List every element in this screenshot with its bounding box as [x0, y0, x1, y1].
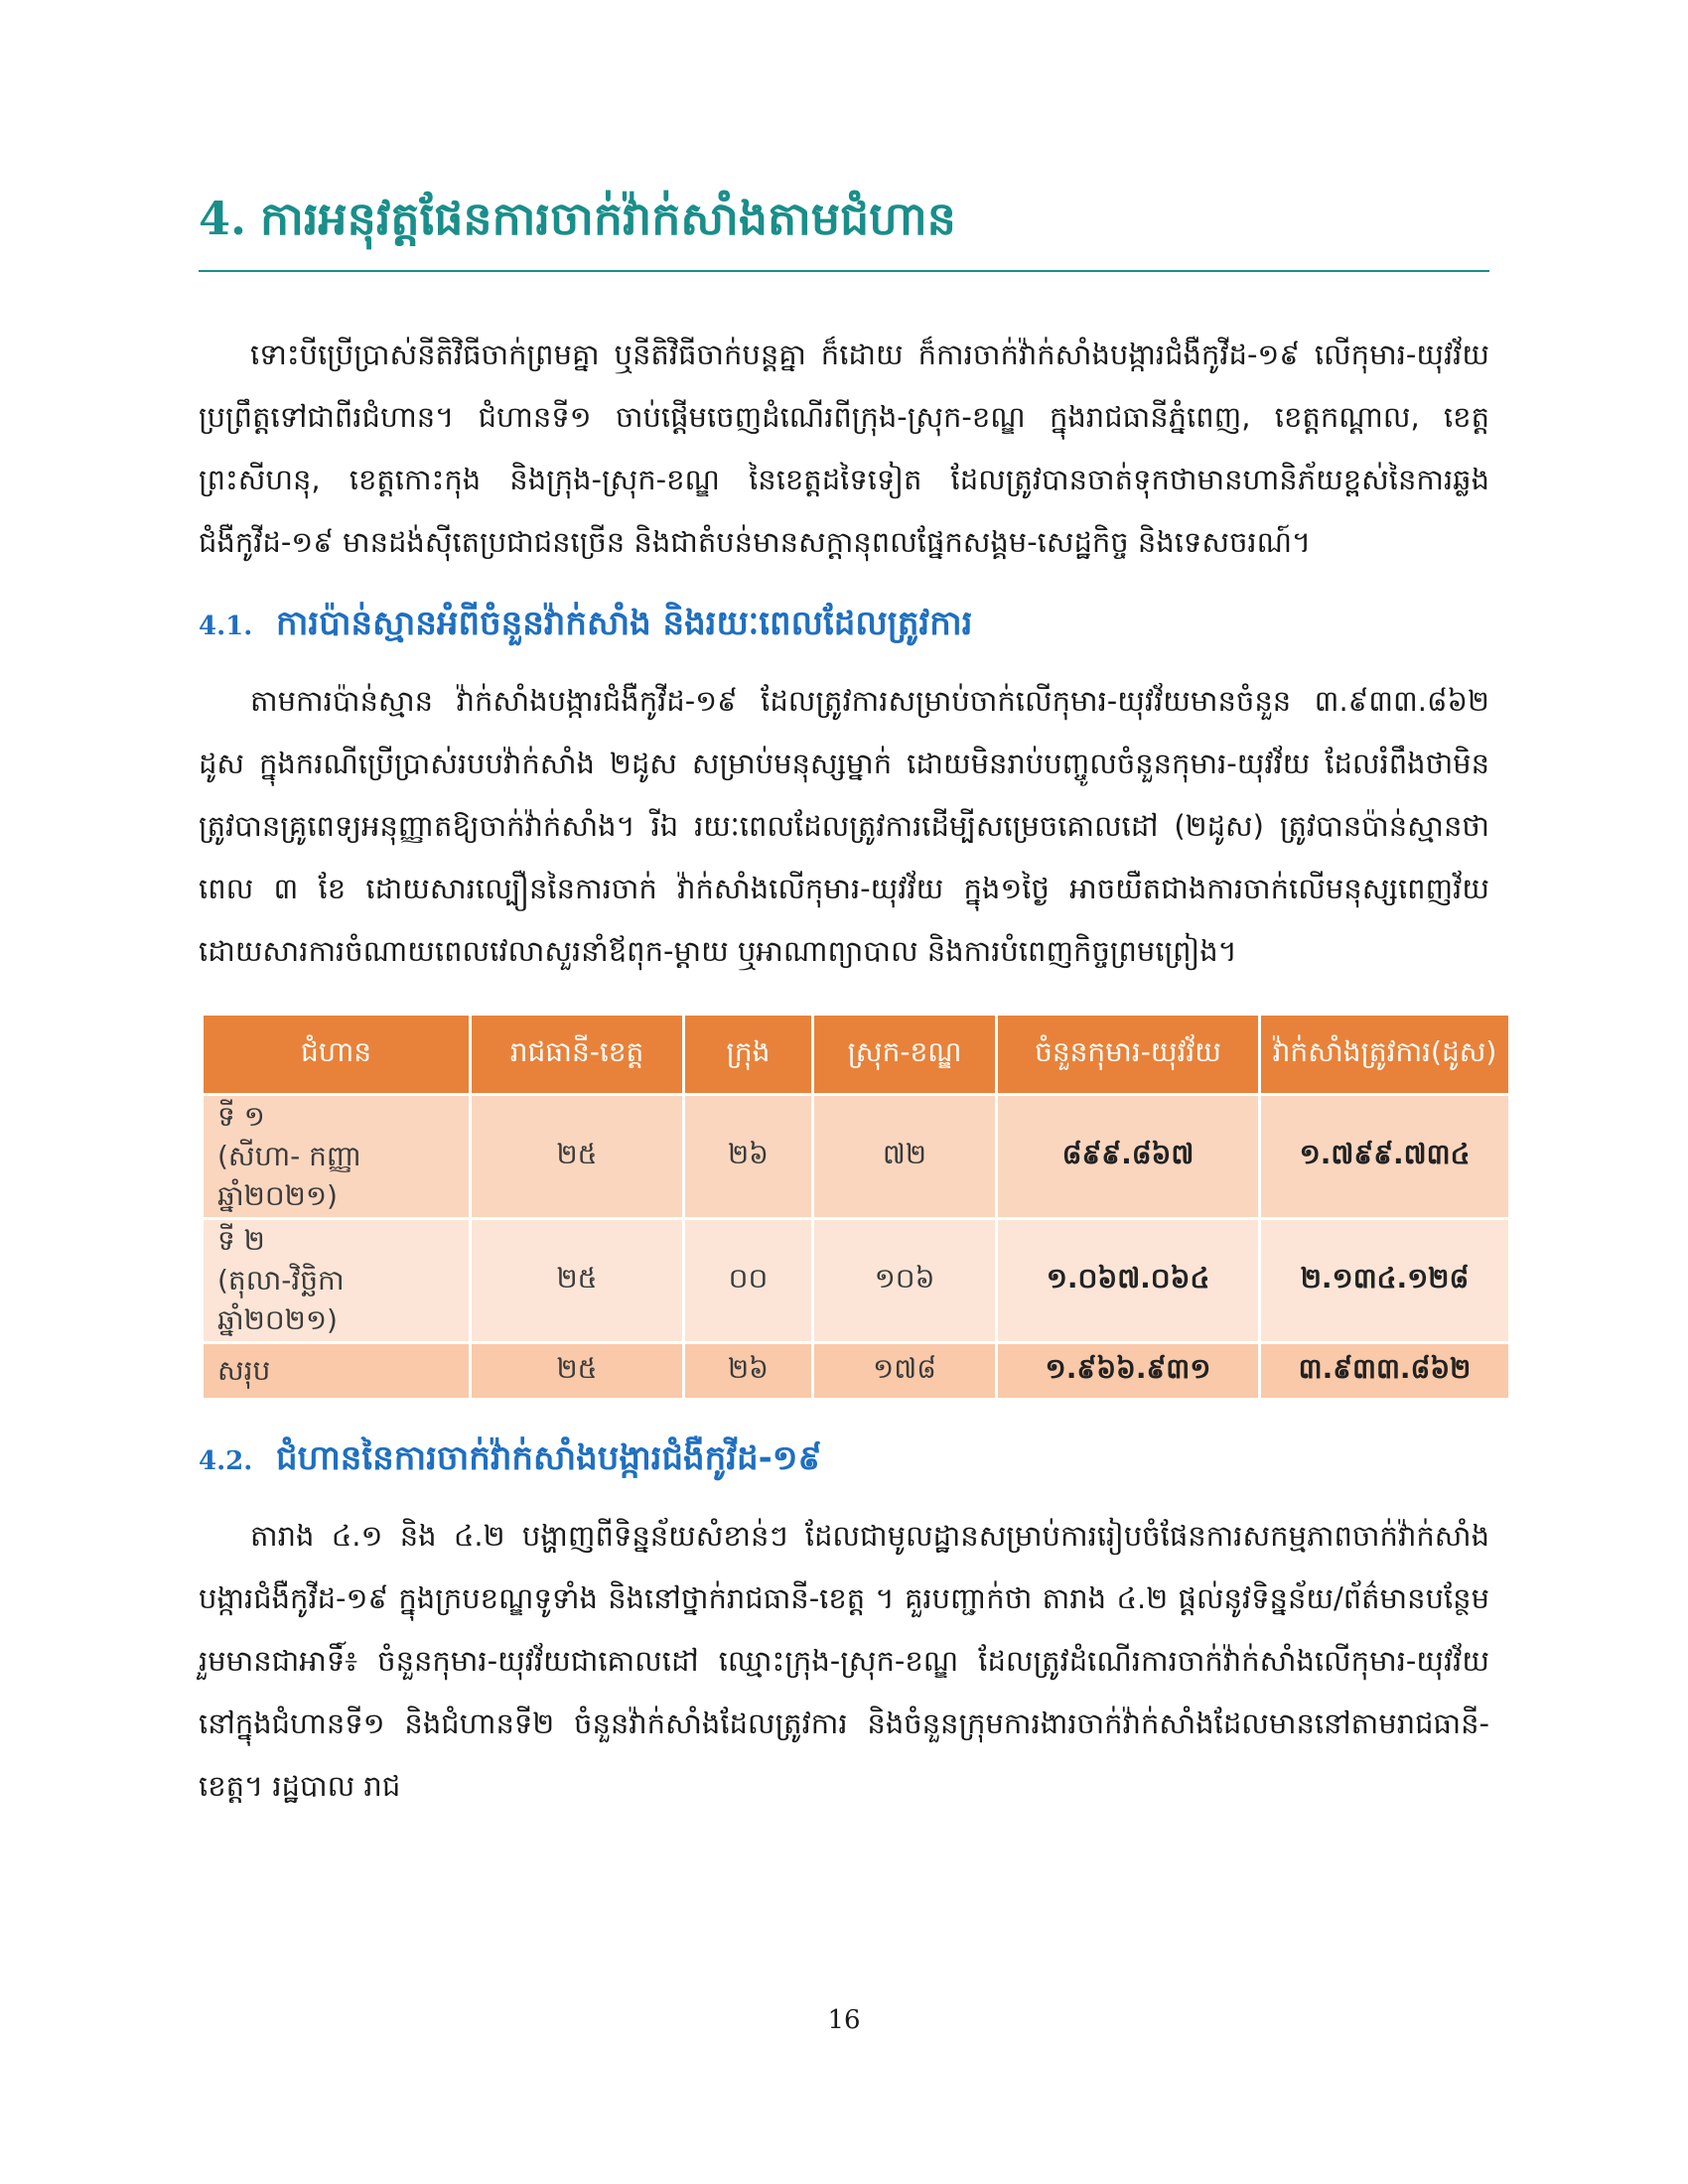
province-cell: ២៥ [471, 1219, 684, 1343]
vaccine-cell: ២.១៣៤.១២៨ [1260, 1219, 1510, 1343]
stage-label: ទី ២ [217, 1224, 265, 1257]
col-header-province: រាជធានី-ខេត្ត [471, 1015, 684, 1095]
vaccination-stage-table [201, 1013, 1511, 1401]
col-header-youth: ចំនួនកុមារ-យុវវ័យ [997, 1015, 1260, 1095]
page-number: 16 [827, 2005, 861, 2035]
stage-cell: សរុប [203, 1343, 471, 1400]
stages-paragraph: តារាង ៤.១ និង ៤.២ បង្ហាញពីទិន្នន័យសំខាន់ៗ ដែលជាមូលដ្ឋានសម្រាប់ការរៀបចំផែនការសកម្មភាពចាក់វ៉ាក់សាំងបង្ការជំងឺកូវីដ-១៩ ក្នុងក្របខណ្ឌទូទាំង និងនៅថ្នាក់រាជធានី-ខេត្ត ។ គួរបញ្ជាក់ថា តារាង ៤.២ ផ្តល់នូវទិន្នន័យ/ព័ត៌មានបន្ថែម រួមមានជាអាទិ៍៖ ចំនួនកុមារ-យុវវ័យជាគោលដៅ ឈ្មោះក្រុង-ស្រុក-ខណ្ឌ ដែលត្រូវដំណើរការចាក់វ៉ាក់សាំងលើកុមារ-យុវវ័យនៅក្នុងជំហានទី១ និងជំហានទី២ ចំនួនវ៉ាក់សាំងដែលត្រូវការ និងចំនួនក្រុមការងារចាក់វ៉ាក់សាំងដែលមាននៅតាមរាជធានី-ខេត្ត។ រដ្ឋបាល រាជ [199, 1519, 1489, 1803]
subsection-heading-4-2 [199, 1431, 1489, 1489]
col-header-vaccine: វ៉ាក់សាំងត្រូវការ(ដូស) [1260, 1015, 1510, 1095]
city-cell: ២៦ [684, 1343, 813, 1400]
stage-cell [203, 1219, 471, 1343]
subsection-title: ជំហាននៃការចាក់វ៉ាក់សាំងបង្ការជំងឺកូវីដ-១៩ [276, 1438, 822, 1478]
table-header-row [203, 1015, 1510, 1095]
province-cell: ២៥ [471, 1343, 684, 1400]
col-header-district: ស្រុក-ខណ្ឌ [813, 1015, 997, 1095]
vaccine-cell: ៣.៩៣៣.៨៦២ [1260, 1343, 1510, 1400]
table-total-row [203, 1343, 1510, 1400]
youth-cell: ១.៩៦៦.៩៣១ [997, 1343, 1260, 1400]
table-row [203, 1219, 1510, 1343]
col-header-stage: ជំហាន [203, 1015, 471, 1095]
vaccine-cell: ១.៧៩៩.៧៣៤ [1260, 1095, 1510, 1219]
city-cell: ០០ [684, 1219, 813, 1343]
youth-cell: ១.០៦៧.០៦៤ [997, 1219, 1260, 1343]
section-number: 4. [199, 192, 247, 245]
subsection-title: ការប៉ាន់ស្មានអំពីចំនួនវ៉ាក់សាំង និងរយៈពេលដែលត្រូវការ [276, 604, 973, 643]
stage-label: ទី ១ [217, 1100, 265, 1133]
youth-cell: ៨៩៩.៨៦៧ [997, 1095, 1260, 1219]
subsection-number: 4.1. [199, 612, 253, 641]
intro-paragraph: ទោះបីប្រើប្រាស់នីតិវិធីចាក់ព្រមគ្នា ឬនីតិវិធីចាក់បន្តគ្នា ក៏ដោយ ក៏ការចាក់វ៉ាក់សាំងបង្ការជំងឺកូវីដ-១៩ លើកុមារ-យុវវ័យ ប្រព្រឹត្តទៅជាពីរជំហាន។ ជំហានទី១ ចាប់ផ្តើមចេញដំណើរពីក្រុង-ស្រុក-ខណ្ឌ ក្នុងរាជធានីភ្នំពេញ, ខេត្តកណ្ដាល, ខេត្តព្រះសីហនុ, ខេត្តកោះកុង និងក្រុង-ស្រុក-ខណ្ឌ នៃខេត្តដទៃទៀត ដែលត្រូវបានចាត់ទុកថាមានហានិភ័យខ្ពស់នៃការឆ្លងជំងឺកូវីដ-១៩ មានដង់ស៊ីតេប្រជាជនច្រើន និងជាតំបន់មានសក្តានុពលផ្នែកសង្គម-សេដ្ឋកិច្ច និងទេសចរណ៍។ [199, 338, 1489, 559]
subsection-heading-4-1 [199, 596, 1489, 654]
district-cell: ៧២ [813, 1095, 997, 1219]
stage-period: (សីហា- កញ្ញា ឆ្នាំ២០២១) [217, 1140, 361, 1212]
subsection-number: 4.2. [199, 1446, 253, 1476]
stage-cell [203, 1095, 471, 1219]
city-cell: ២៦ [684, 1095, 813, 1219]
col-header-city: ក្រុង [684, 1015, 813, 1095]
province-cell: ២៥ [471, 1095, 684, 1219]
table-row [203, 1095, 1510, 1219]
page-content [199, 189, 1497, 1818]
section-heading [199, 189, 1489, 272]
stage-period: (តុលា-វិច្ឆិកា ឆ្នាំ២០២១) [217, 1264, 345, 1336]
district-cell: ១០៦ [813, 1219, 997, 1343]
district-cell: ១៧៨ [813, 1343, 997, 1400]
estimate-paragraph: តាមការប៉ាន់ស្មាន វ៉ាក់សាំងបង្ការជំងឺកូវីដ-១៩ ដែលត្រូវការសម្រាប់ចាក់លើកុមារ-យុវវ័យមានចំនួន ៣.៩៣៣.៨៦២ ដូស ក្នុងករណីប្រើប្រាស់របបវ៉ាក់សាំង ២ដូស សម្រាប់មនុស្សម្នាក់ ដោយមិនរាប់បញ្ចូលចំនួនកុមារ-យុវវ័យ ដែលរំពឹងថាមិនត្រូវបានគ្រូពេទ្យអនុញ្ញាតឱ្យចាក់វ៉ាក់សាំង។ រីឯ រយៈពេលដែលត្រូវការដើម្បីសម្រេចគោលដៅ (២ដូស) ត្រូវបានប៉ាន់ស្មានថា ពេល ៣ ខែ ដោយសារល្បឿននៃការចាក់ វ៉ាក់សាំងលើកុមារ-យុវវ័យ ក្នុង១ថ្ងៃ អាចយឺតជាងការចាក់លើមនុស្សពេញវ័យ ដោយសារការចំណាយពេលវេលាសួរនាំឪពុក-ម្ដាយ ឬអាណាព្យាបាល និងការបំពេញកិច្ចព្រមព្រៀង។ [199, 684, 1489, 968]
section-title: ការអនុវត្តផែនការចាក់វ៉ាក់សាំងតាមជំហាន [260, 192, 956, 245]
